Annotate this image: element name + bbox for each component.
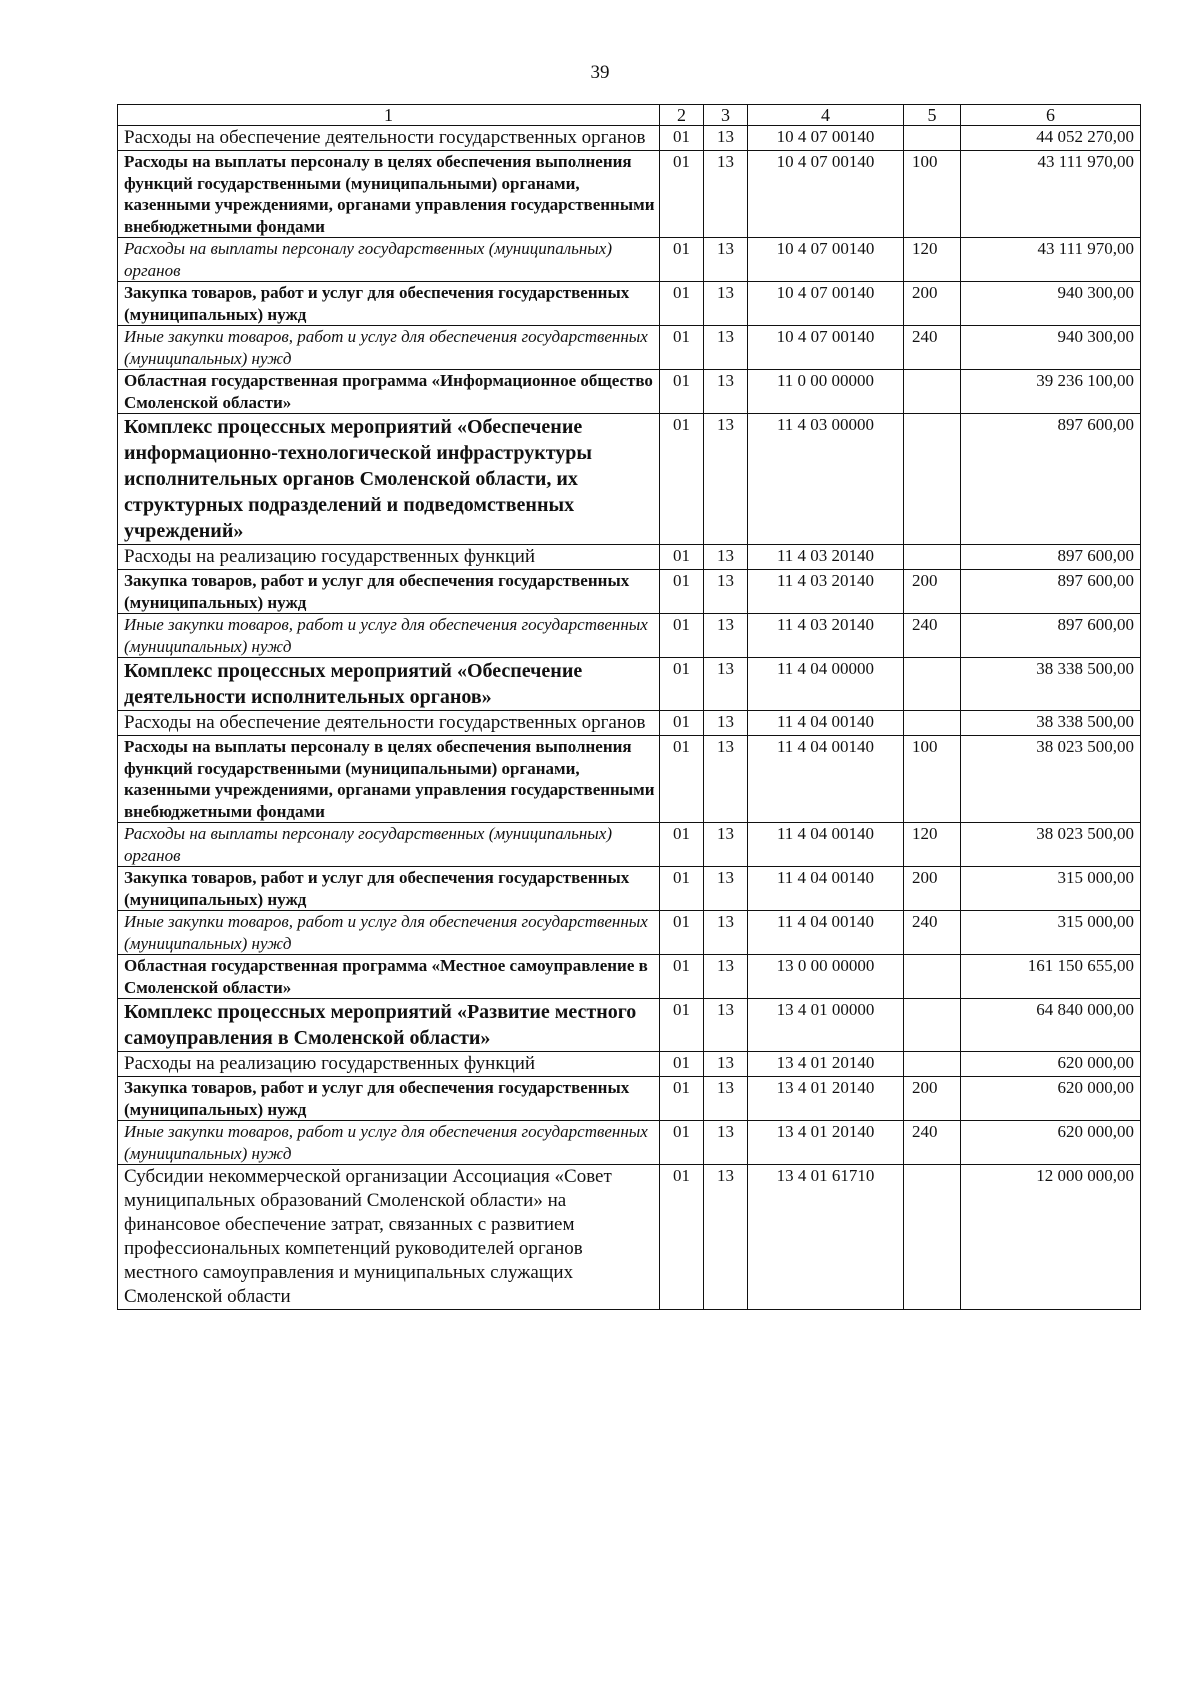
- row-amount-cell: 315 000,00: [961, 911, 1141, 955]
- row-name-cell: Расходы на выплаты персоналу в целях обеспечения выполнения функций государственными (муниципальными) органами, казенными учреждениями, органами управления государственными внебюджетными фондами: [118, 151, 660, 238]
- row-section-cell: 01: [660, 955, 704, 999]
- table-row: [118, 614, 1141, 658]
- row-subsection-cell: 13: [704, 545, 748, 570]
- row-name-cell: Расходы на обеспечение деятельности государственных органов: [118, 126, 660, 151]
- row-subsection-cell: 13: [704, 1077, 748, 1121]
- row-subsection-cell: 13: [704, 658, 748, 711]
- table-row: [118, 570, 1141, 614]
- row-name-cell: Расходы на выплаты персоналу в целях обеспечения выполнения функций государственными (муниципальными) органами, казенными учреждениями, органами управления государственными внебюджетными фондами: [118, 736, 660, 823]
- row-name-cell: Закупка товаров, работ и услуг для обеспечения государственных (муниципальных) нужд: [118, 867, 660, 911]
- row-target-article-cell: 10 4 07 00140: [748, 238, 904, 282]
- row-expense-type-cell: 240: [904, 1121, 961, 1165]
- row-section-cell: 01: [660, 1121, 704, 1165]
- table-row: [118, 711, 1141, 736]
- row-name-cell: Расходы на обеспечение деятельности государственных органов: [118, 711, 660, 736]
- row-amount-cell: 44 052 270,00: [961, 126, 1141, 151]
- row-name-cell: Иные закупки товаров, работ и услуг для обеспечения государственных (муниципальных) нужд: [118, 614, 660, 658]
- row-subsection-cell: 13: [704, 1121, 748, 1165]
- table-row: [118, 282, 1141, 326]
- row-expense-type-cell: [904, 711, 961, 736]
- row-amount-cell: 940 300,00: [961, 282, 1141, 326]
- table-row: [118, 999, 1141, 1052]
- table-body: [118, 126, 1141, 1310]
- row-section-cell: 01: [660, 1165, 704, 1310]
- row-target-article-cell: 10 4 07 00140: [748, 282, 904, 326]
- row-name-cell: Иные закупки товаров, работ и услуг для обеспечения государственных (муниципальных) нужд: [118, 326, 660, 370]
- column-header: 4: [748, 105, 904, 126]
- budget-table: [117, 104, 1141, 1310]
- row-target-article-cell: 13 0 00 00000: [748, 955, 904, 999]
- row-expense-type-cell: [904, 999, 961, 1052]
- row-subsection-cell: 13: [704, 867, 748, 911]
- row-section-cell: 01: [660, 614, 704, 658]
- table-row: [118, 151, 1141, 238]
- table-row: [118, 867, 1141, 911]
- row-expense-type-cell: 120: [904, 238, 961, 282]
- table-row: [118, 736, 1141, 823]
- row-section-cell: 01: [660, 823, 704, 867]
- row-subsection-cell: 13: [704, 999, 748, 1052]
- row-amount-cell: 43 111 970,00: [961, 238, 1141, 282]
- row-expense-type-cell: 200: [904, 867, 961, 911]
- row-target-article-cell: 13 4 01 61710: [748, 1165, 904, 1310]
- row-target-article-cell: 10 4 07 00140: [748, 326, 904, 370]
- row-section-cell: 01: [660, 911, 704, 955]
- table-row: [118, 823, 1141, 867]
- row-expense-type-cell: 100: [904, 736, 961, 823]
- row-section-cell: 01: [660, 238, 704, 282]
- row-amount-cell: 897 600,00: [961, 545, 1141, 570]
- table-row: [118, 911, 1141, 955]
- row-section-cell: 01: [660, 1077, 704, 1121]
- row-amount-cell: 897 600,00: [961, 614, 1141, 658]
- column-header: 5: [904, 105, 961, 126]
- row-expense-type-cell: [904, 1165, 961, 1310]
- row-expense-type-cell: [904, 126, 961, 151]
- table-row: [118, 1165, 1141, 1310]
- row-section-cell: 01: [660, 999, 704, 1052]
- column-header: 3: [704, 105, 748, 126]
- row-target-article-cell: 11 4 03 20140: [748, 614, 904, 658]
- table-row: [118, 658, 1141, 711]
- table-row: [118, 545, 1141, 570]
- row-section-cell: 01: [660, 545, 704, 570]
- row-subsection-cell: 13: [704, 955, 748, 999]
- row-amount-cell: 620 000,00: [961, 1077, 1141, 1121]
- row-amount-cell: 940 300,00: [961, 326, 1141, 370]
- row-name-cell: Закупка товаров, работ и услуг для обеспечения государственных (муниципальных) нужд: [118, 570, 660, 614]
- row-name-cell: Расходы на выплаты персоналу государственных (муниципальных) органов: [118, 238, 660, 282]
- table-header-row: [118, 105, 1141, 126]
- row-section-cell: 01: [660, 326, 704, 370]
- row-expense-type-cell: [904, 370, 961, 414]
- row-subsection-cell: 13: [704, 736, 748, 823]
- row-name-cell: Областная государственная программа «Местное самоуправление в Смоленской области»: [118, 955, 660, 999]
- row-expense-type-cell: [904, 658, 961, 711]
- row-section-cell: 01: [660, 711, 704, 736]
- row-expense-type-cell: [904, 414, 961, 545]
- row-subsection-cell: 13: [704, 570, 748, 614]
- row-name-cell: Субсидии некоммерческой организации Ассоциация «Совет муниципальных образований Смоленской области» на финансовое обеспечение затрат, связанных с развитием профессиональных компетенций руководителей органов местного самоуправления и муниципальных служащих Смоленской области: [118, 1165, 660, 1310]
- row-amount-cell: 620 000,00: [961, 1052, 1141, 1077]
- row-amount-cell: 12 000 000,00: [961, 1165, 1141, 1310]
- row-amount-cell: 315 000,00: [961, 867, 1141, 911]
- row-expense-type-cell: 200: [904, 282, 961, 326]
- row-amount-cell: 39 236 100,00: [961, 370, 1141, 414]
- row-subsection-cell: 13: [704, 126, 748, 151]
- row-name-cell: Комплекс процессных мероприятий «Развитие местного самоуправления в Смоленской области»: [118, 999, 660, 1052]
- row-section-cell: 01: [660, 736, 704, 823]
- row-subsection-cell: 13: [704, 414, 748, 545]
- row-target-article-cell: 11 0 00 00000: [748, 370, 904, 414]
- page-number: 39: [590, 62, 610, 83]
- row-target-article-cell: 13 4 01 20140: [748, 1121, 904, 1165]
- column-header: 2: [660, 105, 704, 126]
- column-header: 6: [961, 105, 1141, 126]
- row-amount-cell: 64 840 000,00: [961, 999, 1141, 1052]
- column-header: 1: [118, 105, 660, 126]
- row-section-cell: 01: [660, 282, 704, 326]
- row-name-cell: Расходы на реализацию государственных функций: [118, 545, 660, 570]
- row-expense-type-cell: [904, 545, 961, 570]
- row-subsection-cell: 13: [704, 238, 748, 282]
- table-row: [118, 414, 1141, 545]
- row-subsection-cell: 13: [704, 1052, 748, 1077]
- row-target-article-cell: 13 4 01 20140: [748, 1052, 904, 1077]
- row-expense-type-cell: 200: [904, 570, 961, 614]
- row-target-article-cell: 10 4 07 00140: [748, 151, 904, 238]
- row-amount-cell: 43 111 970,00: [961, 151, 1141, 238]
- row-target-article-cell: 11 4 04 00140: [748, 711, 904, 736]
- table-row: [118, 1077, 1141, 1121]
- table-row: [118, 126, 1141, 151]
- row-name-cell: Расходы на реализацию государственных функций: [118, 1052, 660, 1077]
- row-target-article-cell: 11 4 04 00140: [748, 823, 904, 867]
- row-subsection-cell: 13: [704, 711, 748, 736]
- row-target-article-cell: 13 4 01 20140: [748, 1077, 904, 1121]
- row-section-cell: 01: [660, 151, 704, 238]
- table-row: [118, 238, 1141, 282]
- row-section-cell: 01: [660, 414, 704, 545]
- row-section-cell: 01: [660, 658, 704, 711]
- row-expense-type-cell: 240: [904, 911, 961, 955]
- row-subsection-cell: 13: [704, 1165, 748, 1310]
- row-name-cell: Закупка товаров, работ и услуг для обеспечения государственных (муниципальных) нужд: [118, 1077, 660, 1121]
- row-target-article-cell: 11 4 03 20140: [748, 570, 904, 614]
- row-target-article-cell: 11 4 04 00140: [748, 911, 904, 955]
- row-name-cell: Комплекс процессных мероприятий «Обеспечение деятельности исполнительных органов»: [118, 658, 660, 711]
- row-subsection-cell: 13: [704, 823, 748, 867]
- table-row: [118, 1121, 1141, 1165]
- row-amount-cell: 38 023 500,00: [961, 823, 1141, 867]
- row-target-article-cell: 10 4 07 00140: [748, 126, 904, 151]
- row-expense-type-cell: 200: [904, 1077, 961, 1121]
- table-row: [118, 955, 1141, 999]
- row-amount-cell: 897 600,00: [961, 414, 1141, 545]
- row-amount-cell: 897 600,00: [961, 570, 1141, 614]
- row-section-cell: 01: [660, 1052, 704, 1077]
- row-subsection-cell: 13: [704, 911, 748, 955]
- row-subsection-cell: 13: [704, 370, 748, 414]
- row-name-cell: Иные закупки товаров, работ и услуг для обеспечения государственных (муниципальных) нужд: [118, 911, 660, 955]
- row-subsection-cell: 13: [704, 282, 748, 326]
- row-expense-type-cell: [904, 1052, 961, 1077]
- row-name-cell: Областная государственная программа «Информационное общество Смоленской области»: [118, 370, 660, 414]
- row-target-article-cell: 13 4 01 00000: [748, 999, 904, 1052]
- row-subsection-cell: 13: [704, 151, 748, 238]
- row-amount-cell: 161 150 655,00: [961, 955, 1141, 999]
- row-expense-type-cell: [904, 955, 961, 999]
- row-section-cell: 01: [660, 126, 704, 151]
- row-amount-cell: 620 000,00: [961, 1121, 1141, 1165]
- row-target-article-cell: 11 4 04 00140: [748, 867, 904, 911]
- table-row: [118, 370, 1141, 414]
- row-name-cell: Закупка товаров, работ и услуг для обеспечения государственных (муниципальных) нужд: [118, 282, 660, 326]
- row-name-cell: Иные закупки товаров, работ и услуг для обеспечения государственных (муниципальных) нужд: [118, 1121, 660, 1165]
- row-target-article-cell: 11 4 04 00140: [748, 736, 904, 823]
- row-expense-type-cell: 100: [904, 151, 961, 238]
- row-amount-cell: 38 023 500,00: [961, 736, 1141, 823]
- row-section-cell: 01: [660, 370, 704, 414]
- row-amount-cell: 38 338 500,00: [961, 658, 1141, 711]
- row-name-cell: Расходы на выплаты персоналу государственных (муниципальных) органов: [118, 823, 660, 867]
- row-amount-cell: 38 338 500,00: [961, 711, 1141, 736]
- row-name-cell: Комплекс процессных мероприятий «Обеспечение информационно-технологической инфраструктуры исполнительных органов Смоленской области, их структурных подразделений и подведомственных учреждений»: [118, 414, 660, 545]
- table-row: [118, 1052, 1141, 1077]
- row-subsection-cell: 13: [704, 614, 748, 658]
- table-row: [118, 326, 1141, 370]
- row-expense-type-cell: 240: [904, 614, 961, 658]
- row-target-article-cell: 11 4 04 00000: [748, 658, 904, 711]
- row-section-cell: 01: [660, 570, 704, 614]
- row-expense-type-cell: 240: [904, 326, 961, 370]
- row-target-article-cell: 11 4 03 00000: [748, 414, 904, 545]
- row-section-cell: 01: [660, 867, 704, 911]
- row-expense-type-cell: 120: [904, 823, 961, 867]
- row-target-article-cell: 11 4 03 20140: [748, 545, 904, 570]
- row-subsection-cell: 13: [704, 326, 748, 370]
